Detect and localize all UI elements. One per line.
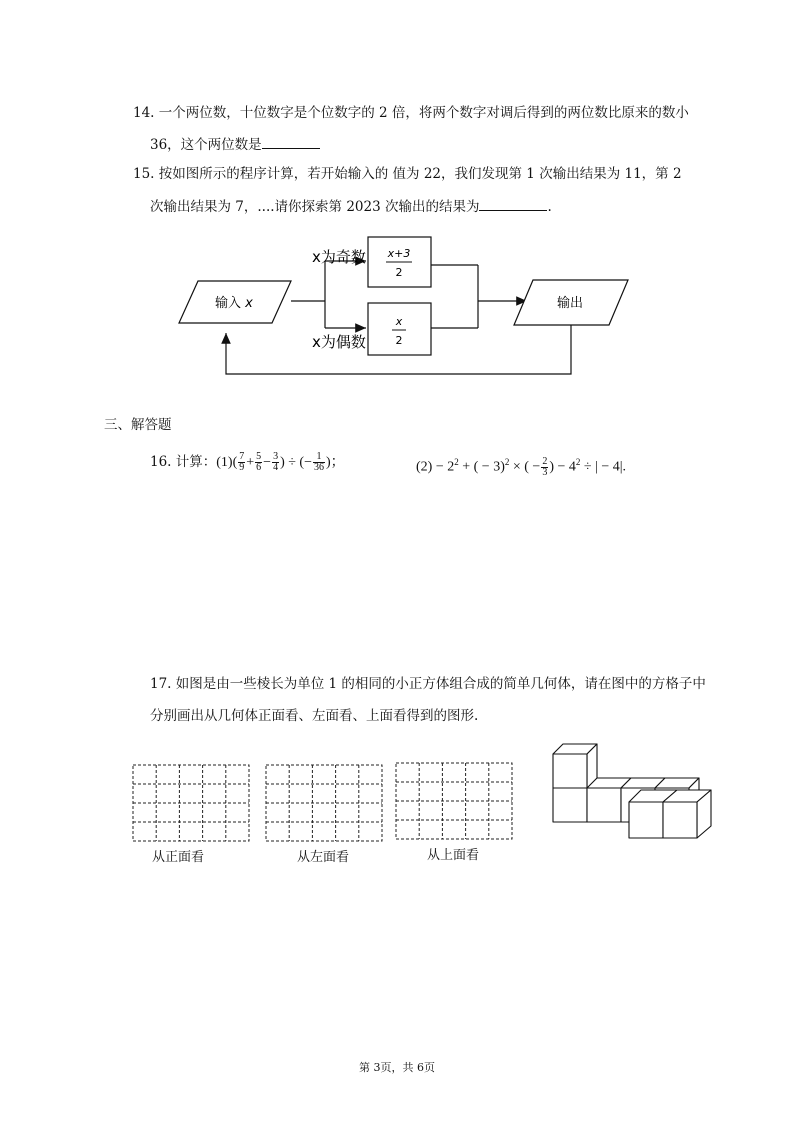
q15-line2-end: . [547, 199, 552, 215]
section-title: 三、解答题 [104, 417, 172, 433]
page-footer: 第 3页，共 6页 [359, 1061, 435, 1074]
fraction-3-4: $\frac{3}{4}$ [273, 451, 279, 474]
fraction-2-3: $\frac{2}{3}$ [542, 455, 548, 478]
left-view-grid [265, 764, 385, 844]
even-formula-numerator: x [395, 315, 403, 328]
q16-part1: 16. 计算：(1)( $\frac{7}{9}$ + $\frac{5}{6}$ − $\frac{3}{4}$ ) ÷ (− $\frac{1}{36}$ )； [150, 451, 345, 474]
top-view-grid [395, 762, 515, 842]
front-view-label: 从正面看 [152, 850, 205, 865]
q14-answer-blank [262, 134, 320, 149]
output-text: 输出 [556, 296, 584, 311]
odd-formula-denominator: 2 [395, 266, 403, 279]
cube-solid-figure [551, 742, 721, 842]
top-view-label: 从上面看 [427, 848, 480, 863]
even-formula-box [368, 303, 431, 355]
q15-line2: 次输出结果为 7，....请你探索第 2023 次输出的结果为 [150, 199, 480, 215]
q17-line2: 分别画出从几何体正面看、左面看、上面看得到的图形. [150, 708, 479, 724]
odd-formula-numerator: x+3 [387, 247, 411, 260]
fraction-7-9: $\frac{7}{9}$ [239, 451, 245, 474]
q15-line1: 15. 按如图所示的程序计算，若开始输入的 值为 22，我们发现第 1 次输出结果为 11，第 2 [133, 166, 682, 182]
input-text: 输入 x [215, 296, 253, 311]
q15-answer-blank [479, 196, 547, 211]
q15-line2-row [150, 196, 552, 217]
program-flowchart [0, 230, 794, 390]
q14-line2: 36，这个两位数是 [150, 137, 262, 153]
front-view-grid [132, 764, 252, 844]
left-view-label: 从左面看 [297, 850, 350, 865]
odd-condition-label: x为奇数 [312, 248, 366, 266]
even-formula-denominator: 2 [395, 334, 403, 347]
q14-line2-row [150, 134, 320, 155]
even-condition-label: x为偶数 [312, 333, 366, 351]
q16-part2: $(2) - 2^2$ + ( − 3)$^2$ × ( − $\frac{2}{3}$ ) − $4^2$ ÷ | − 4|. [416, 455, 627, 478]
fraction-1-36: $\frac{1}{36}$ [313, 451, 324, 474]
q14-line1: 14. 一个两位数，十位数字是个位数字的 2 倍，将两个数字对调后得到的两位数比原来的数小 [133, 105, 689, 121]
q16-label: 16. 计算： [150, 454, 217, 470]
q17-line1: 17. 如图是由一些棱长为单位 1 的相同的小正方体组合成的简单几何体，请在图中的方格子中 [150, 676, 706, 692]
fraction-5-6: $\frac{5}{6}$ [256, 451, 262, 474]
